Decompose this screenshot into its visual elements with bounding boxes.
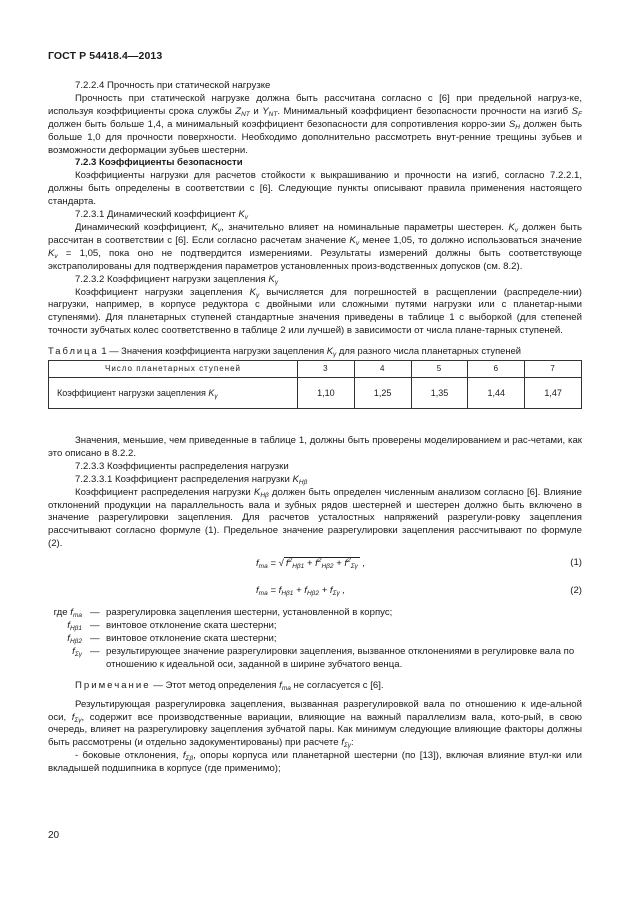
formula-1-number: (1) [570, 557, 582, 569]
section-7233-title: 7.2.3.3 Коэффициенты распределения нагрузки [75, 460, 289, 472]
table-row [49, 378, 582, 409]
formula-1-expression: $f_{ma}$ = √ $f^2_{H\beta 1} + f^2_{H\beta 2} + f^2_{\Sigma\gamma}$ , [256, 557, 366, 571]
table-header-row [49, 361, 582, 378]
formula-2-number: (2) [570, 585, 582, 597]
table-header-label: Число планетарных ступеней [49, 361, 298, 378]
formula-2 [48, 579, 582, 607]
section-7231-title: 7.2.3.1 Динамический коэффициент $K_v$ [75, 209, 249, 222]
formula-2-expression: $f_{ma} = f_{H\beta 1} + f_{H\beta 2} + f_{\Sigma\gamma}$ , [256, 585, 346, 598]
definitions-list [48, 607, 582, 672]
note: Примечание — Этот метод определения $f_{ma}$ не согласуется с [6]. [75, 679, 384, 692]
section-7232-title: 7.2.3.2 Коэффициент нагрузки зацепления $K_\gamma$ [75, 273, 279, 286]
section-723-text: Коэффициенты нагрузки для расчетов стойкости к выкрашиванию и прочности на изгиб, согласно 7.2.2.1, должны быть определены в соответствии с [6]. Следующие пункты описывают правила применения настоящего стандарта. [48, 170, 582, 208]
section-7231-text: Динамический коэффициент, $K_v$, значительно влияет на номинальные параметры шестерен. $K_v$ должен быть рассчитан в соответствии с [6]. Если согласно расчетам значение $K_v$ менее 1,05, то должно использоваться значение $K_v = 1,05$, пока оно не подтвердится измерениями. Результаты измерений должны быть соответствующе экстраполированы для подтверждения параметров установленных произ-водственных допусков (см. 8.2). [48, 221, 582, 272]
section-7224-text: Прочность при статической нагрузке должна быть рассчитана согласно с [6] при предельной нагруз-ке, используя коэффициенты срока службы $Z_{NT}$ и $Y_{NT}$. Минимальный коэффициент безопасности прочности на изгиб $S_F$ должен быть больше 1,4, а минимальный коэффициент безопасности для сопротивления корро-зии $S_H$ должен быть больше 1,0 для прочности поверхности. Необходимо дополнительно рассмотреть внут-ренние трещины зубьев и возможности деформации зубьев шестерни. [48, 92, 582, 156]
after-table-text: Значения, меньшие, чем приведенные в таблице 1, должны быть проверены моделированием и рас-четами, как это описано в 8.2.2. [48, 435, 582, 459]
bullet-item: - боковые отклонения, $f_{\Sigma\beta}$, опоры корпуса или планетарной шестерни (по [13]), включая влияние втул-ки или вкладышей подшипника в корпусе (где применимо); [48, 750, 582, 775]
definition-item: $f_{H\beta 2}$ — винтовое отклонение ската шестерни; [67, 633, 277, 645]
section-723-title: 7.2.3 Коэффициенты безопасности [75, 157, 243, 169]
definition-item: где $f_{ma}$ — разрегулировка зацепления шестерни, установленной в корпус; [53, 607, 393, 620]
section-7232-text: Коэффициент нагрузки зацепления $K_\gamma$ вычисляется для погрешностей в расщеплении (распределе-нии) нагрузки, например, в корпусе редуктора с двойными или сложными путями нагрузки или с планетар-ными ступенями). Для планетарных ступеней стандартные значения приведены в таблице 1 с выборкой (для степеней точности зубчатых колес соответственно в таблице 2 или лучшей) в зависимости от числа плане-тарных ступеней. [48, 286, 582, 337]
formula-1 [48, 551, 582, 579]
document-body [48, 80, 582, 776]
table-cell: 1,35 [411, 378, 468, 409]
page-number: 20 [48, 830, 60, 841]
table-header-cell: 5 [411, 361, 468, 378]
table-header-cell: 3 [298, 361, 355, 378]
table-cell: 1,10 [298, 378, 355, 409]
table-header-cell: 4 [354, 361, 411, 378]
table-caption: Таблица 1 — Значения коэффициента нагрузки зацепления $K_\gamma$ для разного числа планетарных ступеней [48, 345, 522, 359]
section-7224-title: 7.2.2.4 Прочность при статической нагрузке [75, 80, 271, 91]
table-header-cell: 7 [525, 361, 582, 378]
table-cell: 1,47 [525, 378, 582, 409]
section-72331-title: 7.2.3.3.1 Коэффициент распределения нагрузки $K_{H\beta}$ [75, 473, 308, 486]
document-header: ГОСТ Р 54418.4—2013 [48, 50, 163, 62]
table-row-label: Коэффициент нагрузки зацепления $K_\gamma$ [49, 378, 298, 409]
table-cell: 1,25 [354, 378, 411, 409]
definition-item: $f_{H\beta 1}$ — винтовое отклонение ската шестерни; [67, 620, 277, 633]
section-72331-text: Коэффициент распределения нагрузки $K_{H\beta}$ должен быть определен численным анализом согласно [6]. Влияние отклонений продукции на параллельность вала и зубных рядов шестерней и шестерен должно быть включено в значение разрегулировки зацепления. Для расчетов усталостных напряжений разрегули-ровку зацепления рассчитывают согласно формуле (1). Предельное значение разрегулировки зацепления рассчитывают по формуле (2). [48, 486, 582, 550]
definition-item: $f_{\Sigma\gamma}$ — результирующее значение разрегулировки зацепления, вызванное отклонениями в регулировке вала по отношению к идеальной оси, заданной в ширине зубчатого венца. [72, 645, 575, 670]
final-paragraph: Результирующая разрегулировка зацепления, вызванная разрегулировкой вала по отношению к иде-альной оси, $f_{\Sigma\gamma}$, содержит все производственные вариации, влияющие на важный параллелизм вала, кото-рый, в свою очередь, влияет на разрегулировку зацепления зубчатой пары. Как минимум следующие влияющие факторы должны быть рассмотрены (и отдельно задокументированы) при расчете $f_{\Sigma\gamma}$: [48, 698, 582, 750]
table-header-cell: 6 [468, 361, 525, 378]
planetary-stages-table [48, 360, 582, 409]
table-cell: 1,44 [468, 378, 525, 409]
